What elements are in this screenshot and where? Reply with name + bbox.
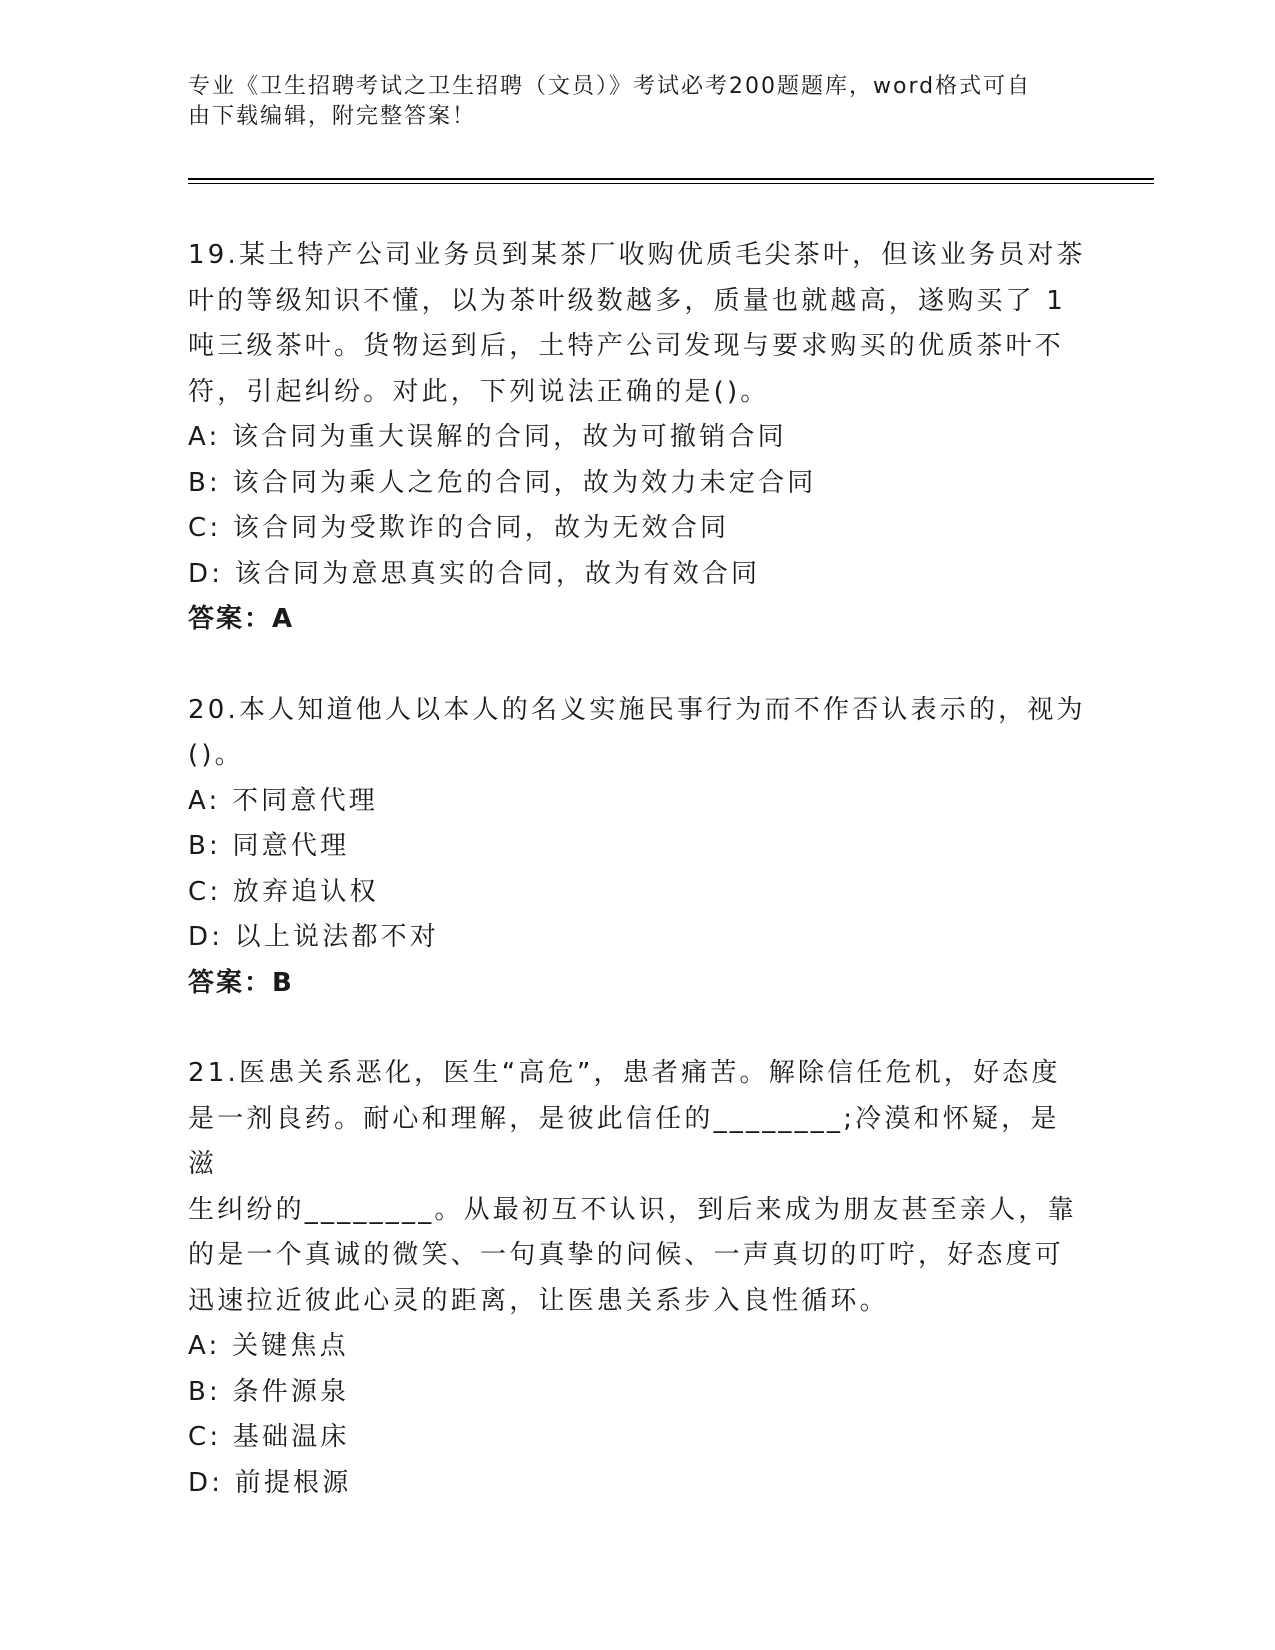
option-c: [188, 1415, 1088, 1461]
option-text: 不同意代理: [231, 785, 378, 816]
question-item: [188, 233, 1088, 643]
option-text: 放弃追认权: [232, 876, 379, 907]
header-rule-thin: [188, 183, 1154, 184]
option-c: [188, 870, 1088, 916]
option-text: 该合同为乘人之危的合同，故为效力未定合同: [232, 467, 817, 498]
option-text: 同意代理: [232, 831, 350, 861]
option-key: C:: [188, 1422, 222, 1452]
question-line: 是一剂良药。耐心和理解，是彼此信任的________;冷漠和怀疑，是滋: [188, 1103, 1060, 1179]
question-line: 的是一个真诚的微笑、一句真挚的问候、一声真切的叮咛，好态度可: [188, 1240, 1065, 1270]
question-line: 20.本人知道他人以本人的名义实施民事行为而不作否认表示的，视为: [188, 694, 1086, 725]
option-text: 基础温床: [232, 1422, 350, 1452]
header-rule: [188, 178, 1154, 180]
option-key: D:: [188, 558, 224, 589]
option-a: [188, 1324, 1088, 1370]
document-header: [188, 72, 1068, 132]
answer-line: 答案：B: [188, 967, 294, 998]
option-key: C:: [188, 876, 222, 907]
spacer: [188, 643, 1088, 688]
question-line: 迅速拉近彼此心灵的距离，让医患关系步入良性循环。: [188, 1285, 889, 1316]
option-text: 关键焦点: [231, 1331, 349, 1361]
question-line: 叶的等级知识不懂，以为茶叶级数越多，质量也就越高，遂购买了 1: [188, 285, 1067, 316]
option-text: 条件源泉: [232, 1376, 350, 1407]
question-item: [188, 1051, 1088, 1506]
option-c: [188, 506, 1088, 552]
option-key: B:: [188, 467, 221, 498]
question-list: [188, 233, 1088, 1506]
header-line: 由下载编辑，附完整答案！: [188, 104, 477, 129]
option-a: [188, 779, 1088, 825]
option-key: B:: [188, 831, 221, 861]
option-d: [188, 1461, 1088, 1507]
question-line: 21.医患关系恶化，医生“高危”，患者痛苦。解除信任危机，好态度: [188, 1058, 1061, 1088]
option-d: [188, 552, 1088, 598]
question-line: ()。: [188, 740, 244, 770]
option-b: [188, 824, 1088, 870]
question-line: 生纠纷的________。从最初互不认识，到后来成为朋友甚至亲人，靠: [188, 1194, 1077, 1225]
option-text: 以上说法都不对: [234, 922, 440, 952]
question-line: 吨三级茶叶。货物运到后，土特产公司发现与要求购买的优质茶叶不: [188, 331, 1065, 361]
option-key: B:: [188, 1376, 221, 1407]
question-item: [188, 688, 1088, 1007]
question-line: 符，引起纠纷。对此，下列说法正确的是()。: [188, 376, 770, 407]
option-text: 前提根源: [234, 1467, 352, 1498]
option-text: 该合同为意思真实的合同，故为有效合同: [234, 558, 761, 589]
spacer: [188, 1006, 1088, 1051]
option-d: [188, 915, 1088, 961]
option-b: [188, 461, 1088, 507]
option-text: 该合同为重大误解的合同，故为可撤销合同: [231, 422, 787, 452]
answer-line: 答案：A: [188, 604, 295, 634]
option-key: A:: [188, 1331, 221, 1361]
option-key: D:: [188, 1467, 224, 1498]
header-line: 专业《卫生招聘考试之卫生招聘（文员）》考试必考200题题库，word格式可自: [188, 74, 1032, 99]
option-key: C:: [188, 513, 222, 543]
option-a: [188, 415, 1088, 461]
option-key: A:: [188, 422, 221, 452]
option-b: [188, 1370, 1088, 1416]
option-key: A:: [188, 785, 221, 816]
option-key: D:: [188, 922, 224, 952]
option-text: 该合同为受欺诈的合同，故为无效合同: [232, 513, 730, 543]
question-line: 19.某土特产公司业务员到某茶厂收购优质毛尖茶叶，但该业务员对茶: [188, 240, 1086, 270]
